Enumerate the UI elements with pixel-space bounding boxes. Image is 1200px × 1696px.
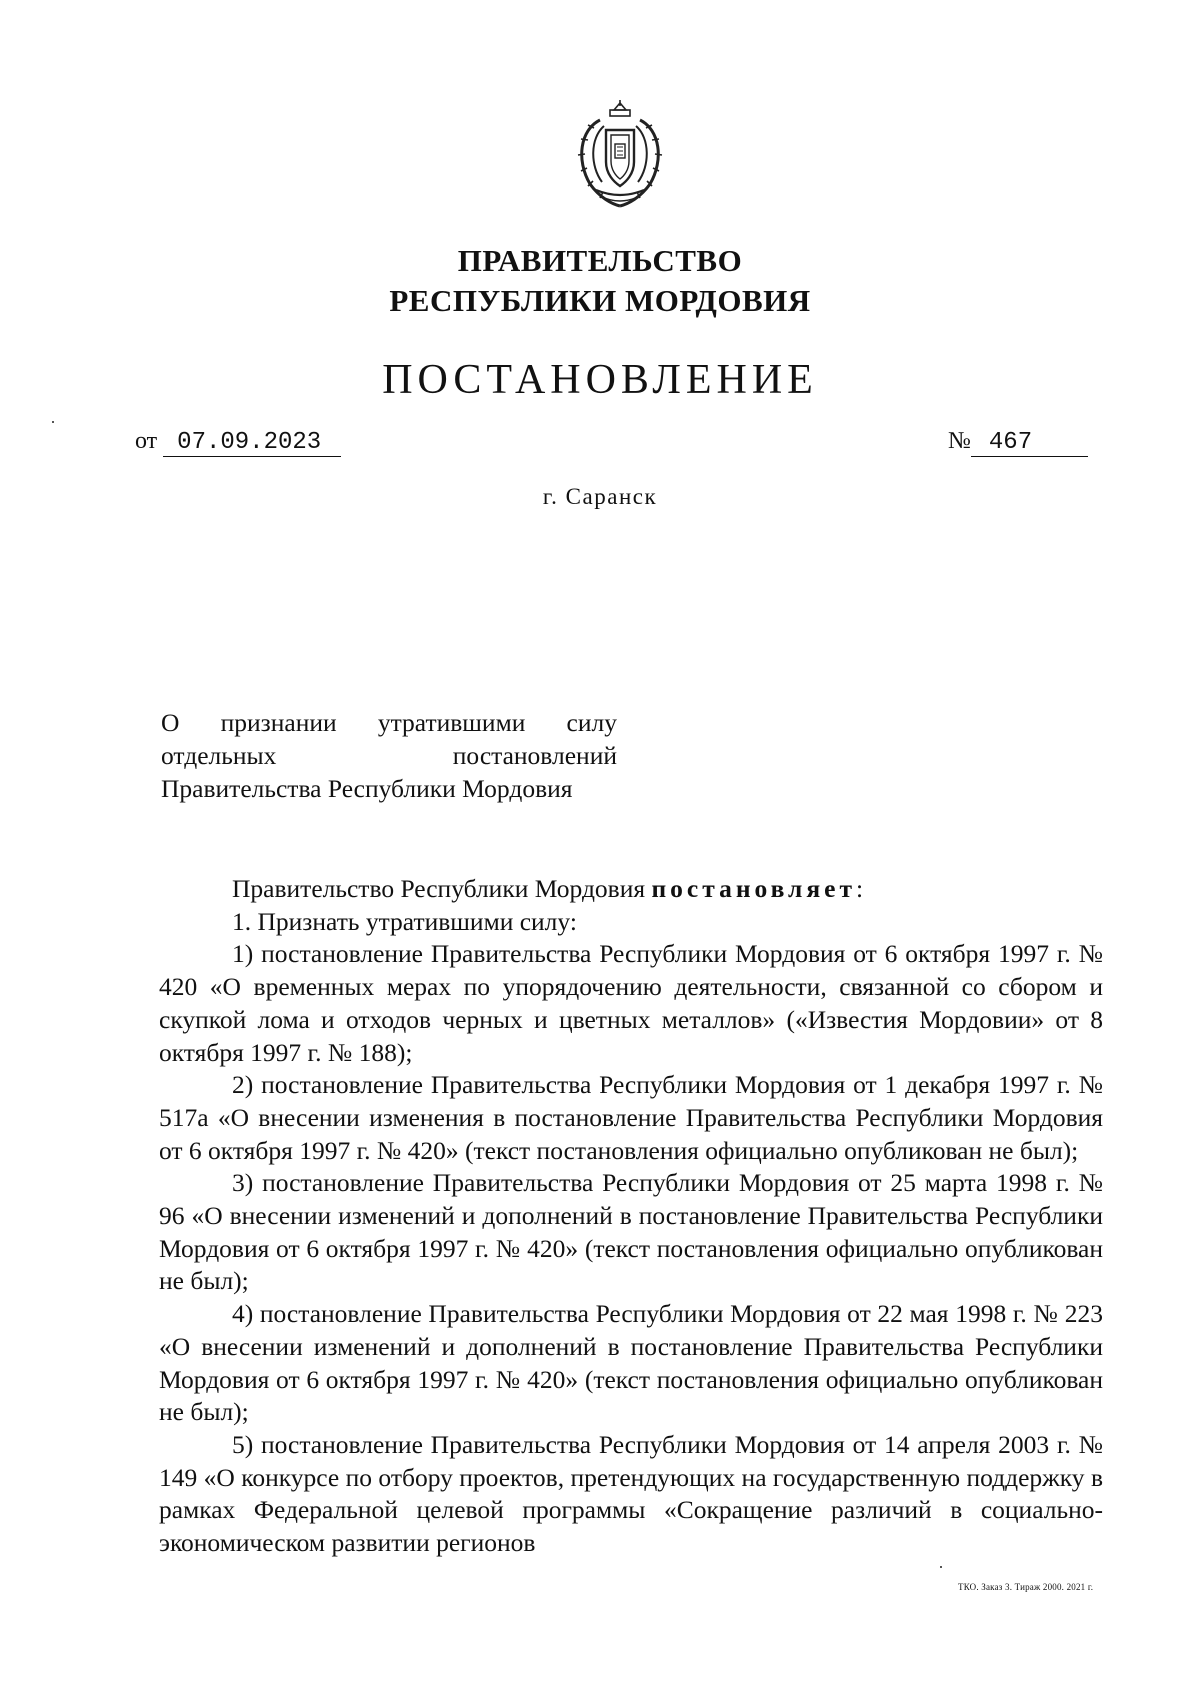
scan-speck <box>940 1566 942 1568</box>
subject-line: Правительства Республики Мордовия <box>161 774 573 803</box>
intro-resolves: постановляет <box>651 874 857 903</box>
mordovia-coat-of-arms-icon <box>570 100 670 212</box>
list-item: 1) постановление Правительства Республики Мордовия от 6 октября 1997 г. № 420 «О временных мерах по упорядочению деятельности, связанной со сбором и скупкой лома и отходов черных и цветных металлов» («Известия Мордовии» от 8 октября 1997 г. № 188); <box>159 939 1103 1067</box>
intro-text: Правительство Республики Мордовия <box>232 874 652 903</box>
date-value: 07.09.2023 <box>163 430 341 457</box>
list-item: 5) постановление Правительства Республики Мордовия от 14 апреля 2003 г. № 149 «О конкурсе по отбору проектов, претендующих на государственную поддержку в рамках Федеральной целевой программы «Сокращение различий в социально-экономическом развитии регионов <box>159 1429 1103 1558</box>
number-label: № <box>948 428 971 454</box>
subject-line: отдельных постановлений <box>161 741 617 770</box>
item-heading: 1. Признать утратившими силу: <box>232 906 577 936</box>
document-subject <box>161 706 617 805</box>
city: г. Саранск <box>542 484 658 509</box>
number-field <box>948 428 1088 457</box>
list-item: 4) постановление Правительства Республики Мордовия от 22 мая 1998 г. № 223 «О внесении изменений и дополнений в постановление Правительства Республики Мордовия от 6 октября 1997 г. № 420» (текст постановления официально опубликован не был); <box>159 1299 1103 1427</box>
date-label: от <box>135 428 158 454</box>
date-field <box>135 428 341 457</box>
document-body <box>159 873 1103 1560</box>
government-name-line2: РЕСПУБЛИКИ МОРДОВИЯ <box>389 283 811 318</box>
intro-colon: : <box>856 874 864 903</box>
print-info: ТКО. Заказ 3. Тираж 2000. 2021 г. <box>958 1582 1094 1592</box>
intro-paragraph <box>159 873 1103 906</box>
scan-speck <box>52 421 54 423</box>
document-type: ПОСТАНОВЛЕНИЕ <box>382 357 818 403</box>
subject-line: О признании утратившими силу <box>161 708 617 737</box>
list-item: 3) постановление Правительства Республики Мордовия от 25 марта 1998 г. № 96 «О внесении изменений и дополнений в постановление Правительства Республики Мордовия от 6 октября 1997 г. № 420» (текст постановления официально опубликован не был); <box>159 1168 1103 1296</box>
government-name-line1: ПРАВИТЕЛЬСТВО <box>457 243 743 278</box>
number-value: 467 <box>971 430 1088 457</box>
list-item: 2) постановление Правительства Республики Мордовия от 1 декабря 1997 г. № 517а «О внесении изменения в постановление Правительства Республики Мордовия от 6 октября 1997 г. № 420» (текст постановления официально опубликован не был); <box>159 1070 1103 1165</box>
